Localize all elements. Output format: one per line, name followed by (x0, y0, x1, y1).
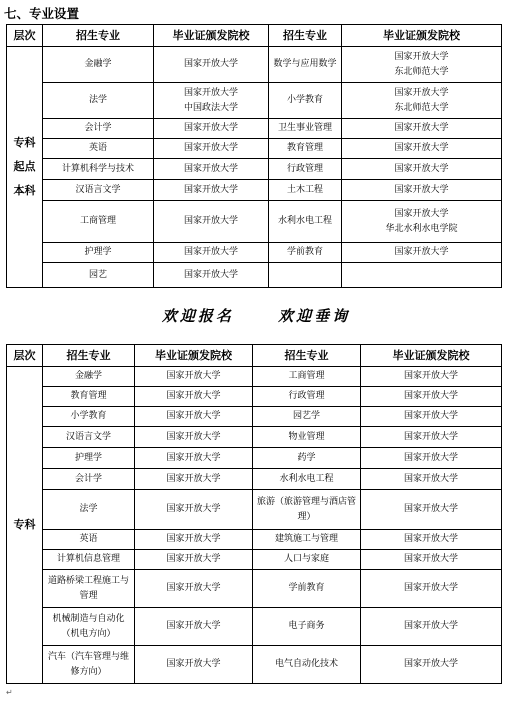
issuer-cell (342, 139, 502, 159)
issuer-cell: 国家开放大学 (135, 530, 253, 550)
major-cell: 建筑施工与管理 (253, 530, 361, 550)
issuer-cell: 国家开放大学 (361, 570, 502, 608)
table-row (7, 47, 502, 83)
issuer-name: 国家开放大学 (183, 87, 238, 98)
issuer-name: 国家开放大学 (183, 247, 238, 257)
issuer-cell (154, 243, 269, 263)
issuer-cell: 国家开放大学 (361, 469, 502, 490)
major-cell: 金融学 (43, 47, 154, 83)
table-row (7, 646, 502, 684)
major-cell: 道路桥梁工程施工与管理 (43, 570, 135, 608)
issuer-name: 国家开放大学 (183, 163, 238, 174)
table-row (7, 550, 502, 570)
table-row (7, 387, 502, 407)
table-row (7, 263, 502, 288)
issuer-cell: 国家开放大学 (135, 570, 253, 608)
issuer-name: 国家开放大学 (394, 208, 449, 219)
major-cell: 数学与应用数学 (269, 47, 342, 83)
header-issuer-1: 毕业证颁发院校 (135, 345, 253, 367)
header-major-2: 招生专业 (269, 25, 342, 47)
issuer-cell (154, 83, 269, 119)
major-cell: 行政管理 (269, 159, 342, 180)
major-cell: 土木工程 (269, 180, 342, 201)
issuer-name: 国家开放大学 (394, 87, 449, 98)
major-cell: 法学 (43, 83, 154, 119)
major-cell: 机械制造与自动化（机电方向） (43, 608, 135, 646)
major-cell: 行政管理 (253, 387, 361, 407)
major-cell: 园艺学 (253, 407, 361, 427)
issuer-cell (154, 159, 269, 180)
table-row (7, 119, 502, 139)
major-cell: 英语 (43, 530, 135, 550)
major-cell: 教育管理 (269, 139, 342, 159)
issuer-cell: 国家开放大学 (135, 646, 253, 684)
major-cell: 汽车（汽车管理与维修方向） (43, 646, 135, 684)
issuer-cell (154, 180, 269, 201)
header-issuer-1: 毕业证颁发院校 (154, 25, 269, 47)
header-major-2: 招生专业 (253, 345, 361, 367)
issuer-cell: 国家开放大学 (135, 407, 253, 427)
issuer-cell: 国家开放大学 (361, 448, 502, 469)
major-cell: 工商管理 (43, 201, 154, 243)
issuer-cell: 国家开放大学 (361, 608, 502, 646)
issuer-cell (342, 243, 502, 263)
issuer-cell: 国家开放大学 (361, 550, 502, 570)
issuer-name: 东北师范大学 (394, 102, 449, 113)
major-cell: 学前教育 (253, 570, 361, 608)
table-row (7, 469, 502, 490)
table-row (7, 530, 502, 550)
table-row (7, 243, 502, 263)
issuer-cell (154, 201, 269, 243)
welcome-register: 欢迎报名 (161, 307, 234, 325)
issuer-cell (154, 263, 269, 288)
issuer-name: 国家开放大学 (394, 143, 449, 153)
issuer-cell: 国家开放大学 (135, 448, 253, 469)
major-cell: 英语 (43, 139, 154, 159)
table-row (7, 448, 502, 469)
issuer-cell (342, 83, 502, 119)
major-cell: 电气自动化技术 (253, 646, 361, 684)
major-cell: 药学 (253, 448, 361, 469)
header-level: 层次 (7, 25, 43, 47)
table-row (7, 608, 502, 646)
majors-table-upgrade (6, 24, 502, 288)
issuer-cell: 国家开放大学 (361, 490, 502, 530)
issuer-cell: 国家开放大学 (135, 387, 253, 407)
table-row (7, 367, 502, 387)
issuer-cell (342, 159, 502, 180)
issuer-cell: 国家开放大学 (135, 367, 253, 387)
table-row (7, 139, 502, 159)
issuer-name: 国家开放大学 (183, 216, 238, 226)
major-cell: 护理学 (43, 448, 135, 469)
issuer-cell: 国家开放大学 (361, 387, 502, 407)
issuer-name: 华北水利水电学院 (385, 223, 458, 234)
level-cell: 专科 (7, 367, 43, 684)
issuer-name: 国家开放大学 (183, 59, 238, 69)
major-cell: 工商管理 (253, 367, 361, 387)
major-cell: 汉语言文学 (43, 427, 135, 448)
majors-table-associate (6, 344, 502, 684)
major-cell: 护理学 (43, 243, 154, 263)
table-row (7, 159, 502, 180)
issuer-cell: 国家开放大学 (135, 469, 253, 490)
issuer-name: 国家开放大学 (183, 143, 238, 153)
issuer-cell (154, 139, 269, 159)
issuer-name: 国家开放大学 (394, 163, 449, 174)
major-cell: 会计学 (43, 469, 135, 490)
issuer-name: 东北师范大学 (394, 66, 449, 77)
table-row (7, 427, 502, 448)
major-cell: 园艺 (43, 263, 154, 288)
issuer-name: 国家开放大学 (183, 123, 238, 133)
major-cell: 水利水电工程 (269, 201, 342, 243)
major-cell (269, 263, 342, 288)
major-cell: 人口与家庭 (253, 550, 361, 570)
header-issuer-2: 毕业证颁发院校 (361, 345, 502, 367)
issuer-name: 国家开放大学 (183, 269, 238, 280)
issuer-cell (342, 201, 502, 243)
issuer-name: 国家开放大学 (394, 123, 449, 133)
issuer-name: 国家开放大学 (183, 184, 238, 195)
paragraph-mark: ↵ (6, 688, 13, 697)
issuer-name: 中国政法大学 (183, 102, 238, 113)
major-cell: 计算机信息管理 (43, 550, 135, 570)
major-cell: 水利水电工程 (253, 469, 361, 490)
issuer-cell: 国家开放大学 (135, 427, 253, 448)
table-row (7, 570, 502, 608)
major-cell: 金融学 (43, 367, 135, 387)
issuer-cell (154, 119, 269, 139)
header-major-1: 招生专业 (43, 25, 154, 47)
issuer-cell (154, 47, 269, 83)
welcome-banner (0, 305, 512, 326)
issuer-cell (342, 119, 502, 139)
issuer-name: 国家开放大学 (394, 51, 449, 62)
section-title: 七、专业设置 (4, 6, 80, 21)
major-cell: 电子商务 (253, 608, 361, 646)
issuer-cell: 国家开放大学 (135, 490, 253, 530)
table-row (7, 180, 502, 201)
table-row (7, 490, 502, 530)
issuer-cell (342, 263, 502, 288)
table-row (7, 83, 502, 119)
issuer-cell (342, 180, 502, 201)
issuer-cell: 国家开放大学 (361, 367, 502, 387)
major-cell: 小学教育 (269, 83, 342, 119)
major-cell: 旅游（旅游管理与酒店管理） (253, 490, 361, 530)
issuer-cell: 国家开放大学 (361, 427, 502, 448)
issuer-cell: 国家开放大学 (361, 407, 502, 427)
major-cell: 学前教育 (269, 243, 342, 263)
major-cell: 会计学 (43, 119, 154, 139)
header-issuer-2: 毕业证颁发院校 (342, 25, 502, 47)
issuer-name: 国家开放大学 (394, 184, 449, 195)
major-cell: 法学 (43, 490, 135, 530)
level-cell: 专科起点本科 (7, 47, 43, 288)
major-cell: 小学教育 (43, 407, 135, 427)
issuer-cell: 国家开放大学 (135, 550, 253, 570)
issuer-cell: 国家开放大学 (135, 608, 253, 646)
issuer-cell: 国家开放大学 (361, 530, 502, 550)
issuer-cell: 国家开放大学 (361, 646, 502, 684)
major-cell: 卫生事业管理 (269, 119, 342, 139)
header-major-1: 招生专业 (43, 345, 135, 367)
issuer-cell (342, 47, 502, 83)
issuer-name: 国家开放大学 (394, 247, 449, 257)
welcome-inquiry: 欢迎垂询 (278, 307, 351, 325)
major-cell: 教育管理 (43, 387, 135, 407)
table-row (7, 201, 502, 243)
major-cell: 物业管理 (253, 427, 361, 448)
table-row (7, 407, 502, 427)
major-cell: 汉语言文学 (43, 180, 154, 201)
header-level: 层次 (7, 345, 43, 367)
major-cell: 计算机科学与技术 (43, 159, 154, 180)
